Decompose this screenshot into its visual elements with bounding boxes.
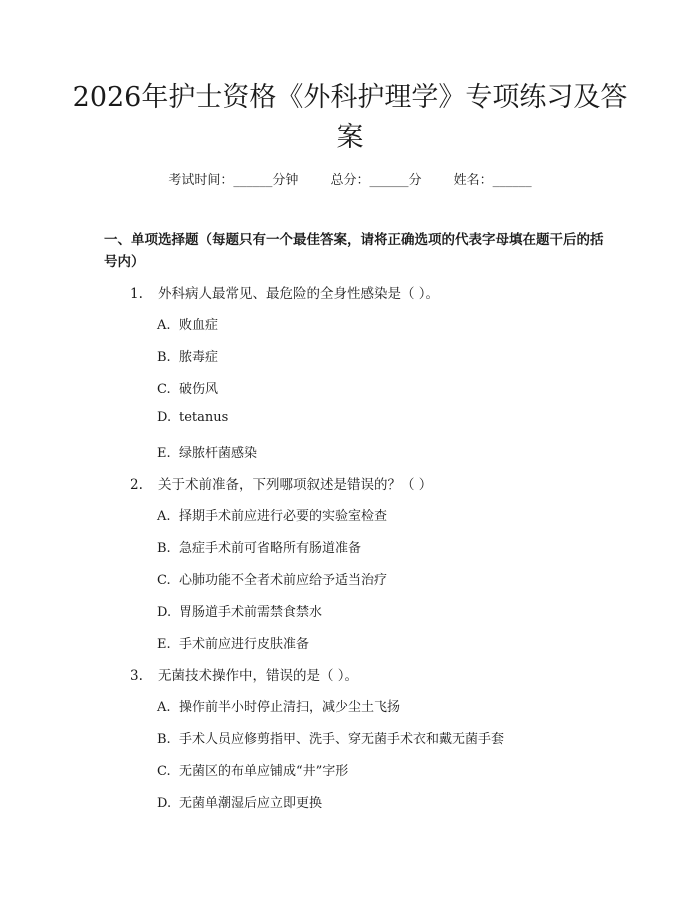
option-letter: A.	[157, 700, 171, 715]
section-heading: 一、单项选择题（每题只有一个最佳答案，请将正确选项的代表字母填在题干后的括号内）	[104, 232, 604, 270]
option-3b	[157, 728, 504, 747]
question-number: 2.	[130, 477, 143, 493]
option-letter: C.	[157, 573, 171, 588]
option-text: 无菌单潮湿后应立即更换	[179, 796, 323, 811]
option-letter: D.	[157, 796, 172, 811]
option-letter: E.	[157, 446, 171, 461]
option-2e	[157, 633, 309, 652]
option-1e	[157, 442, 257, 461]
option-2c	[157, 569, 387, 588]
option-letter: C.	[157, 764, 171, 779]
option-2a	[157, 505, 387, 524]
option-text: 手术人员应修剪指甲、洗手、穿无菌手术衣和戴无菌手套	[179, 732, 505, 747]
option-letter: B.	[157, 541, 171, 556]
option-text: 心肺功能不全者术前应给予适当治疗	[179, 573, 388, 588]
option-3d	[157, 792, 322, 811]
question-text: 外科病人最常见、最危险的全身性感染是（ ）。	[158, 286, 440, 302]
option-text: 破伤风	[179, 382, 219, 397]
option-text: 急症手术前可省略所有肠道准备	[179, 541, 362, 556]
question-number: 1.	[130, 286, 143, 302]
option-letter: C.	[157, 382, 171, 397]
question-text: 无菌技术操作中，错误的是（ ）。	[158, 668, 359, 684]
option-letter: B.	[157, 732, 171, 747]
option-letter: A.	[157, 318, 171, 333]
question-number: 3.	[130, 668, 143, 684]
option-2b	[157, 537, 361, 556]
question-1	[130, 282, 439, 302]
total-score: 总分：______分	[330, 173, 422, 188]
option-text: 择期手术前应进行必要的实验室检查	[179, 509, 388, 524]
question-text: 关于术前准备，下列哪项叙述是错误的？（ ）	[158, 477, 433, 493]
option-text: 绿脓杆菌感染	[179, 446, 258, 461]
option-letter: A.	[157, 509, 171, 524]
option-text: 脓毒症	[179, 350, 219, 365]
question-3	[130, 664, 358, 684]
option-letter: D.	[157, 605, 172, 620]
option-text: tetanus	[179, 410, 229, 425]
question-2	[130, 473, 432, 493]
student-name: 姓名：______	[453, 173, 532, 188]
option-2d	[157, 601, 322, 620]
option-1c	[157, 378, 218, 397]
option-text: 败血症	[179, 318, 219, 333]
option-3c	[157, 760, 348, 779]
option-1b	[157, 346, 218, 365]
option-text: 胃肠道手术前需禁食禁水	[179, 605, 323, 620]
document-title: 2026年护士资格《外科护理学》专项练习及答案	[72, 82, 628, 153]
option-3a	[157, 696, 400, 715]
option-1d	[157, 410, 228, 425]
option-text: 无菌区的布单应铺成“井”字形	[179, 764, 349, 779]
option-letter: E.	[157, 637, 171, 652]
option-letter: B.	[157, 350, 171, 365]
option-1a	[157, 314, 218, 333]
exam-time: 考试时间：______分钟	[168, 173, 299, 188]
option-text: 手术前应进行皮肤准备	[179, 637, 310, 652]
exam-info	[0, 169, 700, 188]
option-letter: D.	[157, 410, 172, 425]
option-text: 操作前半小时停止清扫，减少尘土飞扬	[179, 700, 401, 715]
